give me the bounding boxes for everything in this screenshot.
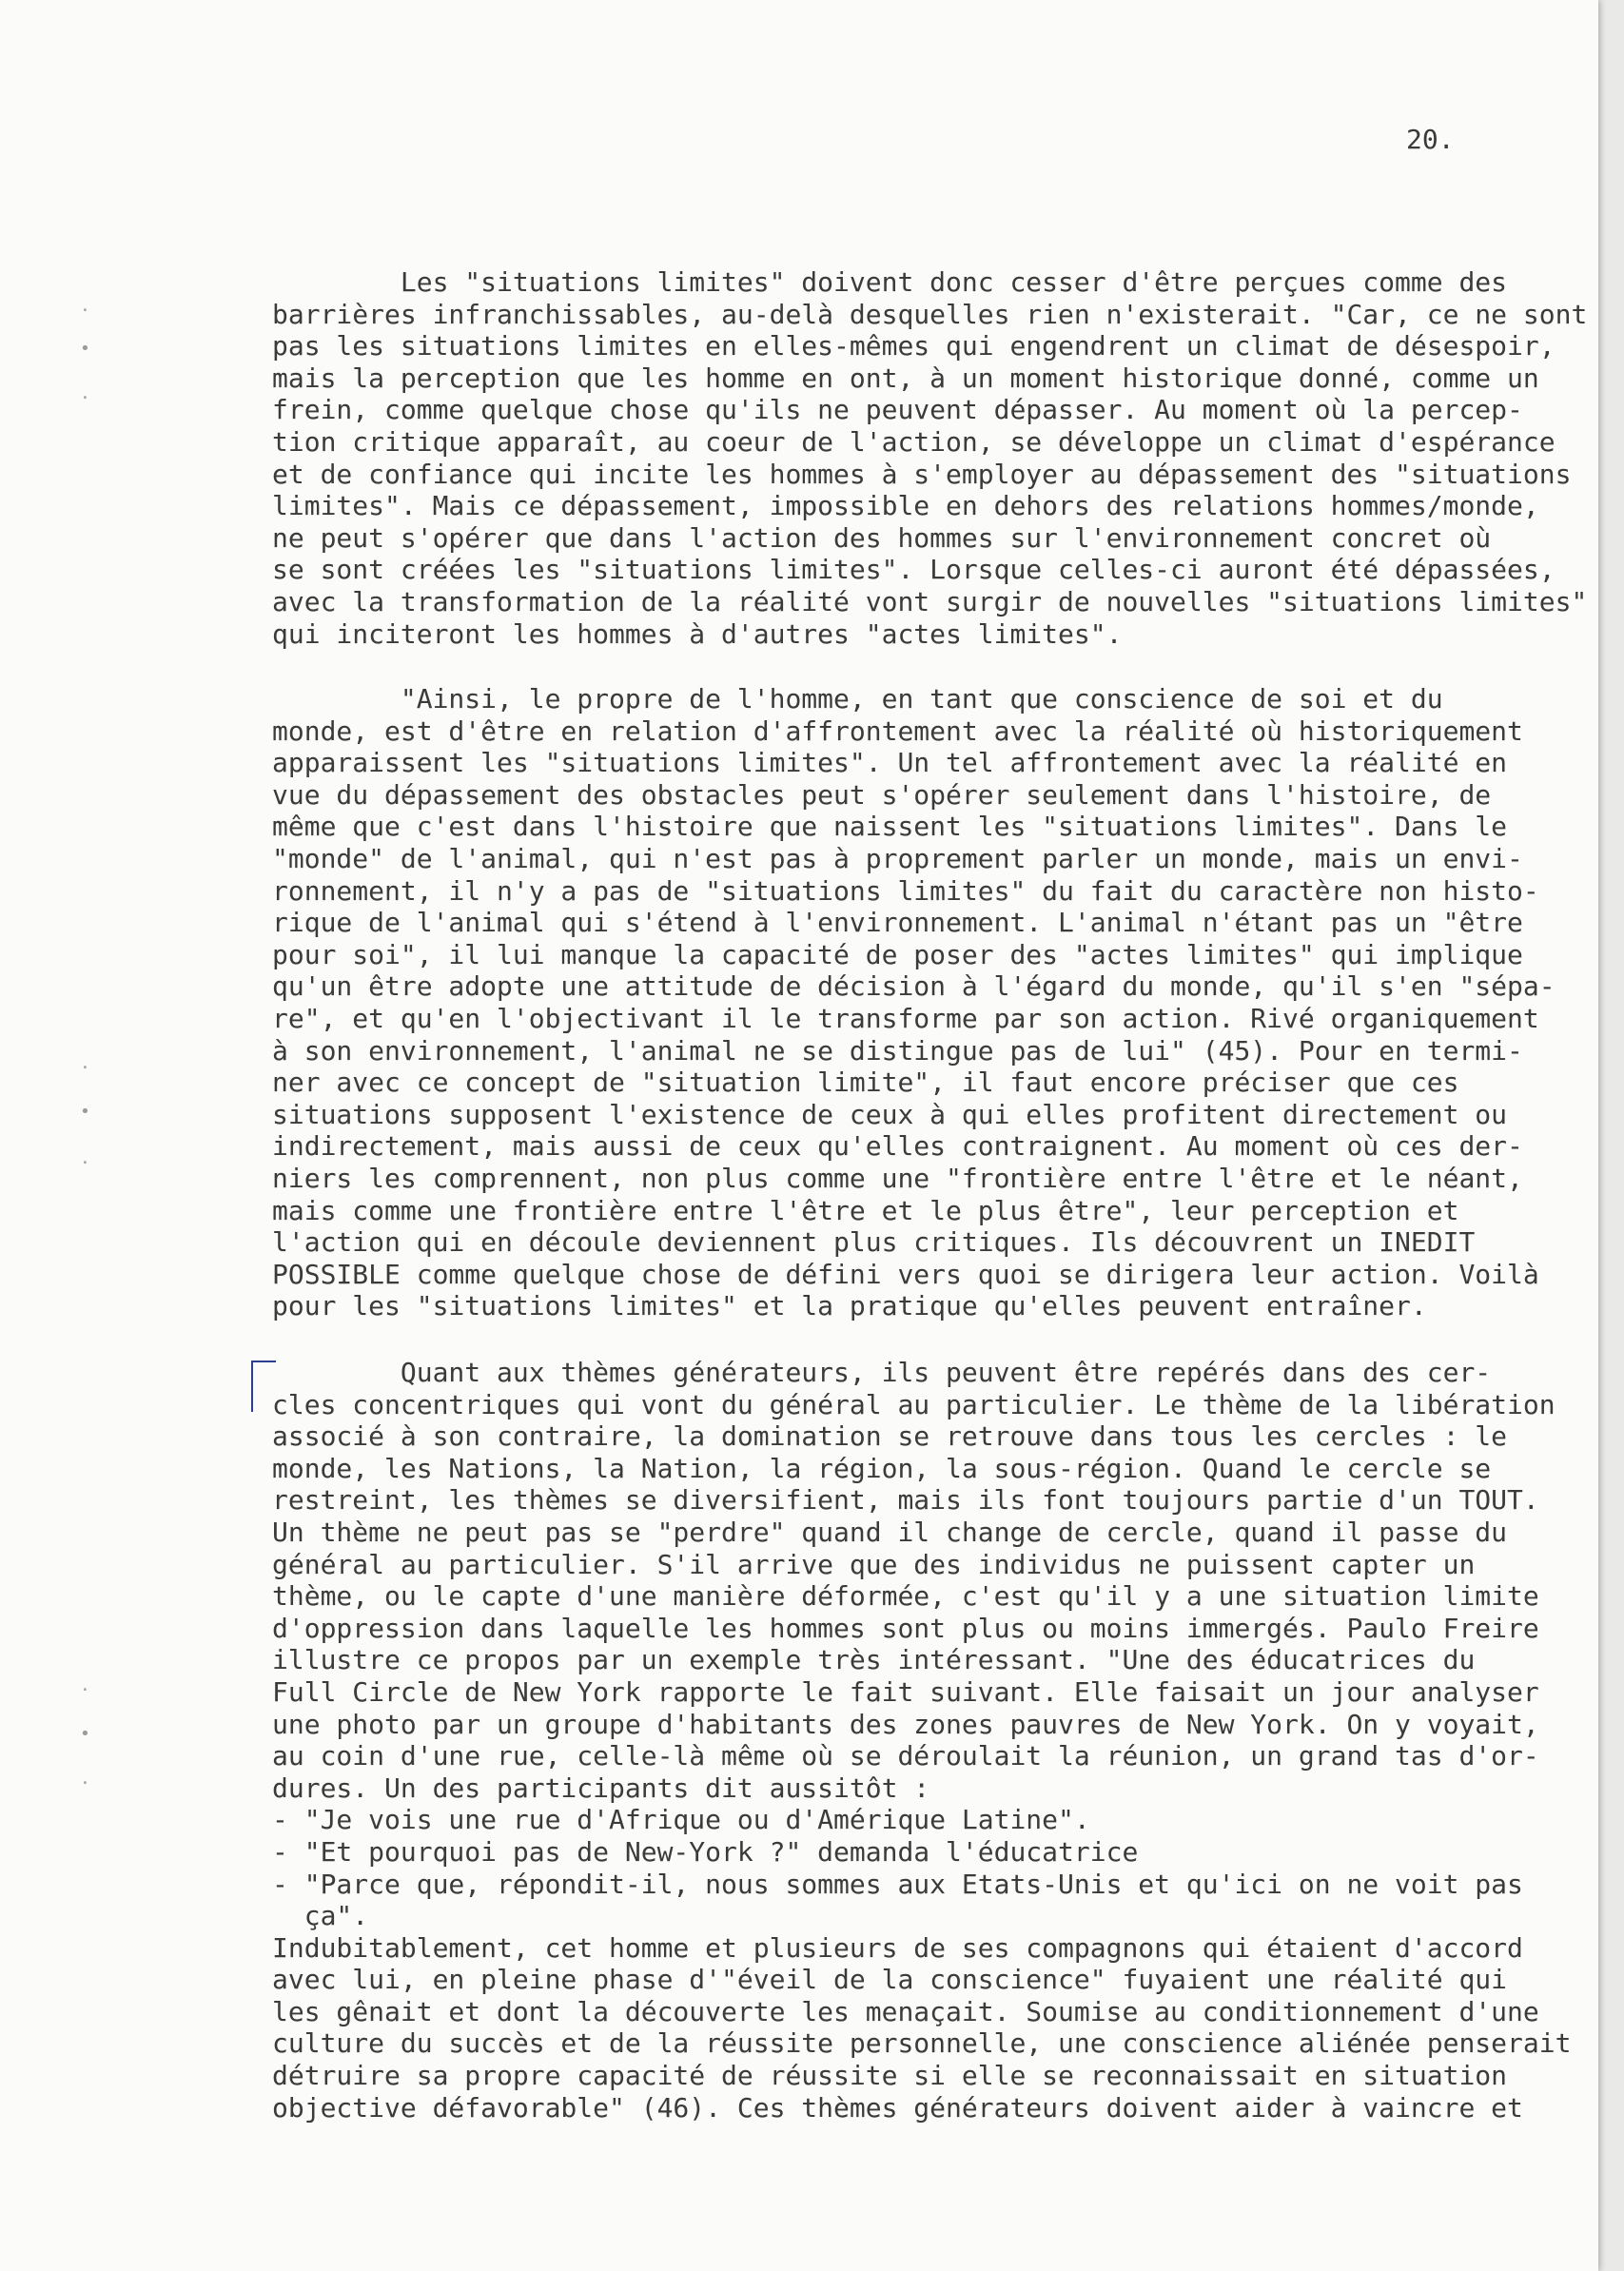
paragraph-propre-de-l-homme [272, 683, 1566, 1322]
text-line: pour les "situations limites" et la pratique qu'elles peuvent entraîner. [272, 1290, 1427, 1322]
text-line: mais comme une frontière entre l'être et le plus être", leur perception et [272, 1194, 1459, 1226]
text-line: culture du succès et de la réussite personnelle, une conscience aliénée penserait [272, 2027, 1572, 2060]
text-line: les gênait et dont la découverte les menaçait. Soumise au conditionnement d'une [272, 1995, 1539, 2027]
text-line: avec la transformation de la réalité vont surgir de nouvelles "situations limites" [272, 585, 1588, 617]
text-line: Full Circle de New York rapporte le fait suivant. Elle faisait un jour analyser [272, 1675, 1539, 1708]
text-line: ça". [272, 1900, 369, 1932]
binding-hole-mark: · [80, 1773, 90, 1793]
binding-hole-mark: · [80, 1153, 90, 1173]
text-line: re", et qu'en l'objectivant il le transforme par son action. Rivé organiquement [272, 1002, 1539, 1034]
text-line: restreint, les thèmes se diversifient, mais ils font toujours partie d'un TOUT. [272, 1484, 1539, 1517]
binding-hole-mark: · [80, 1058, 90, 1078]
text-line: l'action qui en découle deviennent plus critiques. Ils découvrent un INEDIT [272, 1226, 1476, 1259]
binding-hole-mark: • [80, 1724, 90, 1744]
binding-hole-mark: • [80, 339, 90, 359]
text-line: à son environnement, l'animal ne se distingue pas de lui" (45). Pour en termi- [272, 1034, 1523, 1067]
text-line: cles concentriques qui vont du général au particulier. Le thème de la libération [272, 1388, 1556, 1420]
text-line: ronnement, il n'y a pas de "situations limites" du fait du caractère non histo- [272, 874, 1539, 907]
text-line: pas les situations limites en elles-mêmes qui engendrent un climat de désespoir, [272, 330, 1556, 362]
text-line: Les "situations limites" doivent donc cesser d'être perçues comme des [272, 266, 1508, 298]
text-line: se sont créées les "situations limites". Lorsque celles-ci auront été dépassées, [272, 554, 1556, 586]
text-line: barrières infranchissables, au-delà desquelles rien n'existerait. "Car, ce ne sont [272, 298, 1588, 330]
text-line: Quant aux thèmes générateurs, ils peuvent être repérés dans des cer- [272, 1357, 1492, 1388]
text-line: général au particulier. S'il arrive que des individus ne puissent capter un [272, 1548, 1476, 1580]
text-line: Un thème ne peut pas se "perdre" quand il change de cercle, quand il passe du [272, 1516, 1508, 1548]
text-line: associé à son contraire, la domination se retrouve dans tous les cercles : le [272, 1420, 1508, 1453]
text-line: vue du dépassement des obstacles peut s'opérer seulement dans l'histoire, de [272, 778, 1492, 811]
text-line: et de confiance qui incite les hommes à s'employer au dépassement des "situations [272, 458, 1572, 490]
text-line: limites". Mais ce dépassement, impossible en dehors des relations hommes/monde, [272, 490, 1539, 522]
text-line: mais la perception que les homme en ont, à un moment historique donné, comme un [272, 362, 1539, 394]
paragraph-themes-generateurs [272, 1357, 1572, 2124]
paragraph-situations-limites [272, 266, 1588, 650]
page-number: 20. [1406, 124, 1455, 155]
text-line: thème, ou le capte d'une manière déformée, c'est qu'il y a une situation limite [272, 1580, 1539, 1613]
text-line: même que c'est dans l'histoire que naissent les "situations limites". Dans le [272, 811, 1508, 843]
text-line: POSSIBLE comme quelque chose de défini vers quoi se dirigera leur action. Voilà [272, 1258, 1539, 1290]
text-line: rique de l'animal qui s'étend à l'environnement. L'animal n'étant pas un "être [272, 907, 1523, 939]
text-line: une photo par un groupe d'habitants des zones pauvres de New York. On y voyait, [272, 1708, 1539, 1740]
text-line: monde, est d'être en relation d'affrontement avec la réalité où historiquement [272, 715, 1523, 747]
text-line: apparaissent les "situations limites". Un tel affrontement avec la réalité en [272, 747, 1508, 779]
binding-hole-mark: · [80, 388, 90, 408]
binding-hole-mark: · [80, 301, 90, 321]
text-line: au coin d'une rue, celle-là même où se déroulait la réunion, un grand tas d'or- [272, 1740, 1539, 1772]
text-line: illustre ce propos par un exemple très intéressant. "Une des éducatrices du [272, 1644, 1476, 1676]
text-line: situations supposent l'existence de ceux à qui elles profitent directement ou [272, 1098, 1508, 1130]
text-line: Indubitablement, cet homme et plusieurs de ses compagnons qui étaient d'accord [272, 1931, 1523, 1964]
text-line: - "Je vois une rue d'Afrique ou d'Amérique Latine". [272, 1804, 1090, 1836]
text-line: indirectement, mais aussi de ceux qu'elles contraignent. Au moment où ces der- [272, 1130, 1523, 1163]
text-line: "monde" de l'animal, qui n'est pas à proprement parler un monde, mais un envi- [272, 842, 1523, 874]
text-line: ner avec ce concept de "situation limite", il faut encore préciser que ces [272, 1067, 1459, 1099]
text-line: - "Parce que, répondit-il, nous sommes aux Etats-Unis et qu'ici on ne voit pas [272, 1868, 1523, 1900]
binding-hole-mark: • [80, 1102, 90, 1122]
text-line: qu'un être adopte une attitude de décision à l'égard du monde, qu'il s'en "sépa- [272, 970, 1556, 1003]
text-line: - "Et pourquoi pas de New-York ?" demanda l'éducatrice [272, 1835, 1139, 1868]
text-line: monde, les Nations, la Nation, la région, la sous-région. Quand le cercle se [272, 1452, 1492, 1484]
text-line: avec lui, en pleine phase d'"éveil de la conscience" fuyaient une réalité qui [272, 1964, 1508, 1996]
text-line: d'oppression dans laquelle les hommes sont plus ou moins immergés. Paulo Freire [272, 1612, 1539, 1644]
text-line: "Ainsi, le propre de l'homme, en tant que conscience de soi et du [272, 683, 1443, 715]
text-line: objective défavorable" (46). Ces thèmes générateurs doivent aider à vaincre et [272, 2091, 1523, 2124]
text-line: tion critique apparaît, au coeur de l'action, se développe un climat d'espérance [272, 425, 1556, 458]
text-line: frein, comme quelque chose qu'ils ne peuvent dépasser. Au moment où la percep- [272, 394, 1523, 426]
text-line: pour soi", il lui manque la capacité de poser des "actes limites" qui implique [272, 938, 1523, 970]
text-line: dures. Un des participants dit aussitôt : [272, 1772, 930, 1804]
text-line: qui inciteront les hommes à d'autres "actes limites". [272, 617, 1123, 650]
binding-hole-mark: · [80, 1680, 90, 1700]
text-line: détruire sa propre capacité de réussite si elle se reconnaissait en situation [272, 2060, 1508, 2092]
text-line: ne peut s'opérer que dans l'action des hommes sur l'environnement concret où [272, 521, 1492, 554]
text-line: niers les comprennent, non plus comme une "frontière entre l'être et le néant, [272, 1162, 1523, 1194]
